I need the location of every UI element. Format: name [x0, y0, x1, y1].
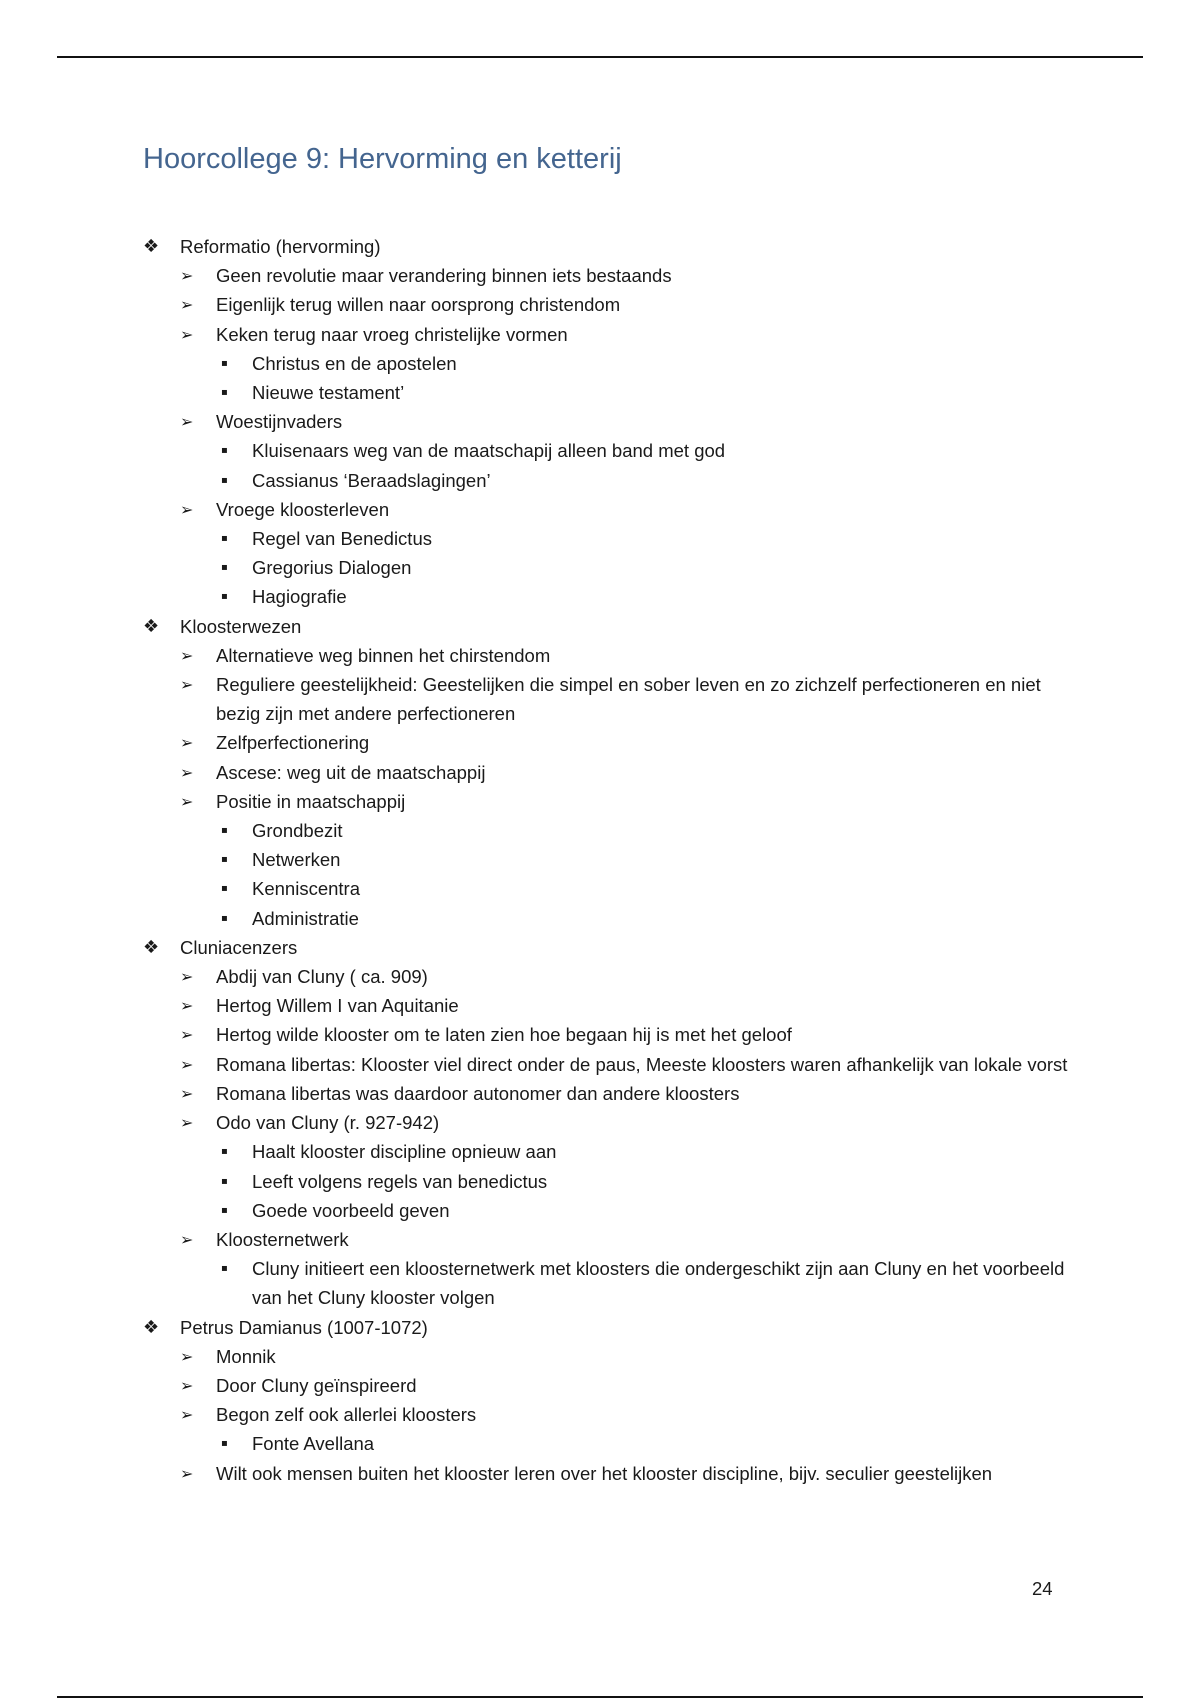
outline-item [180, 261, 1073, 290]
item-text: Odo van Cluny (r. 927-942) [216, 1112, 440, 1134]
outline-item [180, 320, 1073, 408]
item-text: Zelfperfectionering [216, 732, 370, 754]
item-text: Abdij van Cluny ( ca. 909) [216, 966, 428, 988]
item-text: Hertog wilde klooster om te laten zien hoe begaan hij is met het geloof [216, 1024, 792, 1046]
square-bullet-icon: ▪ [221, 825, 228, 837]
section-item-list [180, 1342, 1073, 1488]
outline-subitem [216, 582, 1073, 611]
outline-subitem [216, 436, 1073, 465]
diamond-bullet-icon: ❖ [143, 1316, 160, 1338]
outline-item [180, 1371, 1073, 1400]
square-bullet-icon: ▪ [221, 1438, 228, 1450]
item-text: Hertog Willem I van Aquitanie [216, 995, 459, 1017]
subitem-text: Christus en de apostelen [252, 352, 457, 374]
arrow-bullet-icon: ➢ [180, 1375, 194, 1395]
outline-section [143, 933, 1073, 1313]
section-heading: Cluniacenzers [180, 936, 298, 958]
outline-item [180, 1459, 1073, 1488]
item-text: Wilt ook mensen buiten het klooster leren over het klooster discipline, bijv. seculier geestelijken [216, 1462, 993, 1484]
square-bullet-icon: ▪ [221, 912, 228, 924]
footer-rule [57, 1696, 1143, 1698]
arrow-bullet-icon: ➢ [180, 1463, 194, 1483]
outline-subitem [216, 553, 1073, 582]
outline-subitem [216, 378, 1073, 407]
outline-item [180, 1108, 1073, 1225]
sub-item-list [216, 436, 1073, 494]
outline-subitem [216, 1137, 1073, 1166]
section-heading: Reformatio (hervorming) [180, 236, 381, 257]
subitem-text: Regel van Benedictus [252, 528, 432, 550]
sub-item-list [216, 349, 1073, 407]
arrow-bullet-icon: ➢ [180, 1229, 194, 1249]
subitem-text: Haalt klooster discipline opnieuw aan [252, 1141, 557, 1163]
outline-section [143, 612, 1073, 933]
square-bullet-icon: ▪ [221, 591, 228, 603]
page-number: 24 [1032, 1578, 1053, 1599]
square-bullet-icon: ▪ [221, 445, 228, 457]
outline-subitem [216, 349, 1073, 378]
arrow-bullet-icon: ➢ [180, 295, 194, 315]
sub-item-list [216, 1429, 1073, 1458]
arrow-bullet-icon: ➢ [180, 324, 194, 344]
outline-item [180, 641, 1073, 670]
diamond-bullet-icon: ❖ [143, 936, 160, 958]
outline-item [180, 1020, 1073, 1049]
arrow-bullet-icon: ➢ [180, 1083, 194, 1103]
outline-item [180, 1079, 1073, 1108]
outline-subitem [216, 904, 1073, 933]
item-text: Geen revolutie maar verandering binnen iets bestaands [216, 265, 672, 287]
arrow-bullet-icon: ➢ [180, 266, 194, 286]
subitem-text: Grondbezit [252, 820, 343, 842]
outline-item [180, 407, 1073, 495]
square-bullet-icon: ▪ [221, 474, 228, 486]
square-bullet-icon: ▪ [221, 562, 228, 574]
outline-item [180, 1400, 1073, 1458]
diamond-bullet-icon: ❖ [143, 236, 160, 257]
arrow-bullet-icon: ➢ [180, 1113, 194, 1133]
item-text: Positie in maatschappij [216, 790, 406, 812]
arrow-bullet-icon: ➢ [180, 967, 194, 987]
outline-item [180, 991, 1073, 1020]
arrow-bullet-icon: ➢ [180, 412, 194, 432]
arrow-bullet-icon: ➢ [180, 1025, 194, 1045]
subitem-text: Kluisenaars weg van de maatschapij alleen band met god [252, 440, 726, 462]
outline-section [143, 1313, 1073, 1488]
subitem-text: Nieuwe testament’ [252, 382, 405, 404]
outline-subitem [216, 466, 1073, 495]
outline-item [180, 290, 1073, 319]
diamond-bullet-icon: ❖ [143, 615, 160, 637]
subitem-text: Cassianus ‘Beraadslagingen’ [252, 469, 491, 491]
sub-item-list [216, 524, 1073, 612]
outline-list [143, 232, 1073, 1488]
outline-item [180, 1050, 1073, 1079]
arrow-bullet-icon: ➢ [180, 499, 194, 519]
arrow-bullet-icon: ➢ [180, 996, 194, 1016]
outline-subitem [216, 1167, 1073, 1196]
outline-item [180, 1342, 1073, 1371]
item-text: Woestijnvaders [216, 411, 343, 433]
outline-subitem [216, 1429, 1073, 1458]
item-text: Begon zelf ook allerlei kloosters [216, 1404, 477, 1426]
square-bullet-icon: ▪ [221, 883, 228, 895]
sub-item-list [216, 816, 1073, 933]
section-item-list [180, 962, 1073, 1312]
item-text: Kloosternetwerk [216, 1228, 349, 1250]
subitem-text: Administratie [252, 907, 359, 929]
sub-item-list [216, 1254, 1073, 1312]
section-item-list [180, 641, 1073, 933]
outline-item [180, 962, 1073, 991]
arrow-bullet-icon: ➢ [180, 675, 194, 695]
arrow-bullet-icon: ➢ [180, 791, 194, 811]
item-text: Reguliere geestelijkheid: Geestelijken die simpel en sober leven en zo zichzelf perfectioneren en niet bezig zijn met andere perfectioneren [216, 674, 1041, 725]
item-text: Keken terug naar vroeg christelijke vormen [216, 323, 568, 345]
arrow-bullet-icon: ➢ [180, 1405, 194, 1425]
item-text: Romana libertas was daardoor autonomer dan andere kloosters [216, 1082, 740, 1104]
subitem-text: Netwerken [252, 849, 341, 871]
square-bullet-icon: ▪ [221, 533, 228, 545]
square-bullet-icon: ▪ [221, 854, 228, 866]
square-bullet-icon: ▪ [221, 1146, 228, 1158]
subitem-text: Kenniscentra [252, 878, 360, 900]
arrow-bullet-icon: ➢ [180, 1346, 194, 1366]
item-text: Eigenlijk terug willen naar oorsprong christendom [216, 294, 621, 316]
sub-item-list [216, 1137, 1073, 1225]
outline-subitem [216, 524, 1073, 553]
section-item-list [180, 261, 1073, 611]
outline-section [143, 232, 1073, 612]
item-text: Alternatieve weg binnen het chirstendom [216, 644, 551, 666]
subitem-text: Fonte Avellana [252, 1433, 375, 1455]
outline-item [180, 495, 1073, 612]
subitem-text: Goede voorbeeld geven [252, 1199, 450, 1221]
item-text: Ascese: weg uit de maatschappij [216, 761, 486, 783]
section-heading: Petrus Damianus (1007-1072) [180, 1316, 428, 1338]
arrow-bullet-icon: ➢ [180, 762, 194, 782]
outline-subitem [216, 1254, 1073, 1312]
outline-content [143, 232, 1073, 1488]
outline-item [180, 1225, 1073, 1313]
page-title: Hoorcollege 9: Hervorming en ketterij [143, 143, 622, 175]
header-rule [57, 56, 1143, 58]
square-bullet-icon: ▪ [221, 1175, 228, 1187]
outline-item [180, 670, 1073, 728]
arrow-bullet-icon: ➢ [180, 733, 194, 753]
item-text: Door Cluny geïnspireerd [216, 1374, 417, 1396]
outline-subitem [216, 1196, 1073, 1225]
outline-item [180, 728, 1073, 757]
square-bullet-icon: ▪ [221, 1204, 228, 1216]
item-text: Monnik [216, 1345, 276, 1367]
outline-subitem [216, 845, 1073, 874]
outline-subitem [216, 874, 1073, 903]
subitem-text: Leeft volgens regels van benedictus [252, 1170, 548, 1192]
outline-subitem [216, 816, 1073, 845]
arrow-bullet-icon: ➢ [180, 645, 194, 665]
item-text: Romana libertas: Klooster viel direct onder de paus, Meeste kloosters waren afhankelijk van lokale vorst [216, 1053, 1068, 1075]
subitem-text: Cluny initieert een kloosternetwerk met kloosters die ondergeschikt zijn aan Cluny en het voorbeeld van het Cluny klooster volgen [252, 1258, 1065, 1309]
outline-item [180, 758, 1073, 787]
square-bullet-icon: ▪ [221, 387, 228, 399]
square-bullet-icon: ▪ [221, 357, 228, 369]
subitem-text: Gregorius Dialogen [252, 557, 412, 579]
section-heading: Kloosterwezen [180, 615, 302, 637]
subitem-text: Hagiografie [252, 586, 347, 608]
arrow-bullet-icon: ➢ [180, 1054, 194, 1074]
square-bullet-icon: ▪ [221, 1263, 228, 1275]
item-text: Vroege kloosterleven [216, 498, 390, 520]
outline-item [180, 787, 1073, 933]
